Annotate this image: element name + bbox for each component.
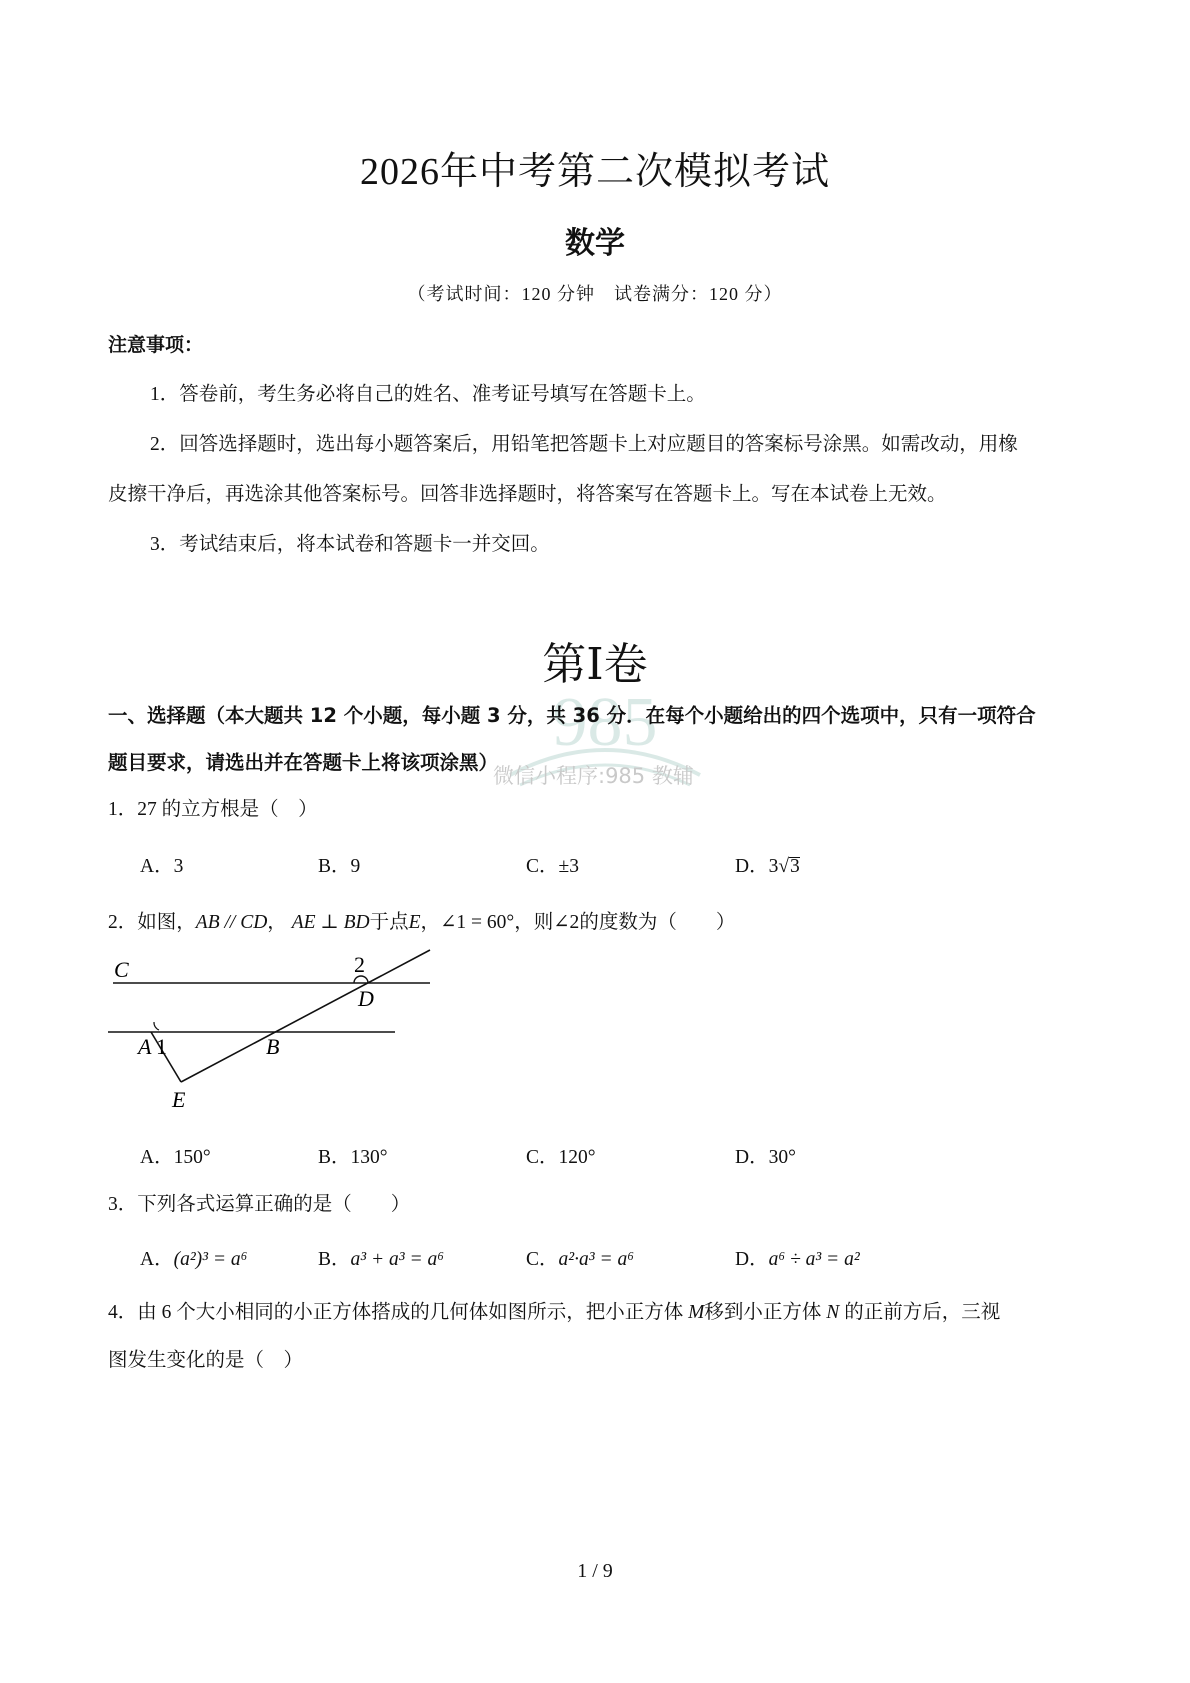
q1-option-a[interactable]: A．3 — [140, 856, 184, 877]
question-stem: 27 的立方根是（ ） — [137, 799, 318, 820]
q3-option-a-expr: (a²)³ = a⁶ — [173, 1249, 248, 1270]
q3-option-d[interactable]: D．a⁶ ÷ a³ = a² — [735, 1249, 860, 1270]
q2-option-d[interactable]: D．30° — [735, 1147, 796, 1168]
segment-ed — [181, 950, 430, 1082]
q3-option-c[interactable]: C．a²·a³ = a⁶ — [526, 1249, 635, 1270]
question-4-cont: 图发生变化的是（ ） — [108, 1350, 304, 1371]
notice-heading: 注意事项： — [108, 334, 204, 356]
sqrt-symbol: √ — [778, 856, 790, 877]
notice-item-2: 2．回答选择题时，选出每小题答案后，用铅笔把答题卡上对应题目的答案标号涂黑。如需改动，用橡 — [150, 434, 1018, 455]
question-3: 3．下列各式运算正确的是（ ） — [108, 1194, 411, 1215]
q3-option-c-expr: a²·a³ = a⁶ — [558, 1249, 635, 1270]
volume-title: 第Ⅰ卷 — [542, 640, 648, 689]
q1-option-c[interactable]: C．±3 — [526, 856, 579, 877]
q3-option-b-expr: a³ + a³ = a⁶ — [350, 1249, 445, 1270]
question-number: 1． — [108, 799, 138, 820]
q1-option-d[interactable]: D．3√3 — [735, 856, 800, 877]
svg-text:1: 1 — [156, 1034, 167, 1059]
exam-info: （考试时间：120 分钟 试卷满分：120 分） — [407, 284, 783, 304]
svg-text:B: B — [266, 1034, 280, 1059]
svg-text:D: D — [358, 986, 374, 1011]
q3-option-a[interactable]: A．(a²)³ = a⁶ — [140, 1249, 248, 1270]
exam-subject: 数学 — [565, 226, 625, 261]
exam-title: 2026年中考第二次模拟考试 — [359, 151, 830, 193]
svg-text:A: A — [138, 1034, 152, 1059]
watermark-number: 985 — [552, 684, 658, 761]
svg-text:2: 2 — [354, 952, 365, 977]
section-header-line1: 一、选择题（本大题共 12 个小题，每小题 3 分，共 36 分．在每个小题给出的四个选项中，只有一项符合 — [108, 704, 1036, 727]
svg-text:E: E — [172, 1087, 186, 1110]
section-header-line2: 题目要求，请选出并在答题卡上将该项涂黑） — [108, 751, 499, 774]
svg-text:C: C — [114, 957, 129, 982]
angle-2-arc — [354, 976, 368, 983]
angle-1-arc — [154, 1022, 159, 1030]
q3-option-d-expr: a⁶ ÷ a³ = a² — [768, 1249, 860, 1270]
q2-option-a[interactable]: A．150° — [140, 1147, 211, 1168]
question-4: 4．由 6 个大小相同的小正方体搭成的几何体如图所示，把小正方体 M移到小正方体 N 的正前方后，三视 — [108, 1302, 1001, 1323]
q3-option-b[interactable]: B．a³ + a³ = a⁶ — [318, 1249, 445, 1270]
watermark-text: 微信小程序:985 教辅 — [493, 764, 694, 788]
notice-item-2-cont: 皮擦干净后，再选涂其他答案标号。回答非选择题时，将答案写在答题卡上。写在本试卷上无效。 — [108, 484, 947, 505]
question-1 — [108, 793, 318, 821]
notice-item-1: 1．答卷前，考生务必将自己的姓名、准考证号填写在答题卡上。 — [150, 384, 706, 405]
question-2: 2．如图，AB // CD， AE ⊥ BD于点E，∠1 = 60°，则∠2的度数为（ ） — [108, 912, 736, 933]
q2-option-b[interactable]: B．130° — [318, 1147, 388, 1168]
page-number: 1 / 9 — [577, 1560, 613, 1582]
q1-option-b[interactable]: B．9 — [318, 856, 361, 877]
q2-option-c[interactable]: C．120° — [526, 1147, 596, 1168]
notice-item-3: 3．考试结束后，将本试卷和答题卡一并交回。 — [150, 534, 550, 555]
q2-geometry-figure — [100, 940, 440, 1110]
